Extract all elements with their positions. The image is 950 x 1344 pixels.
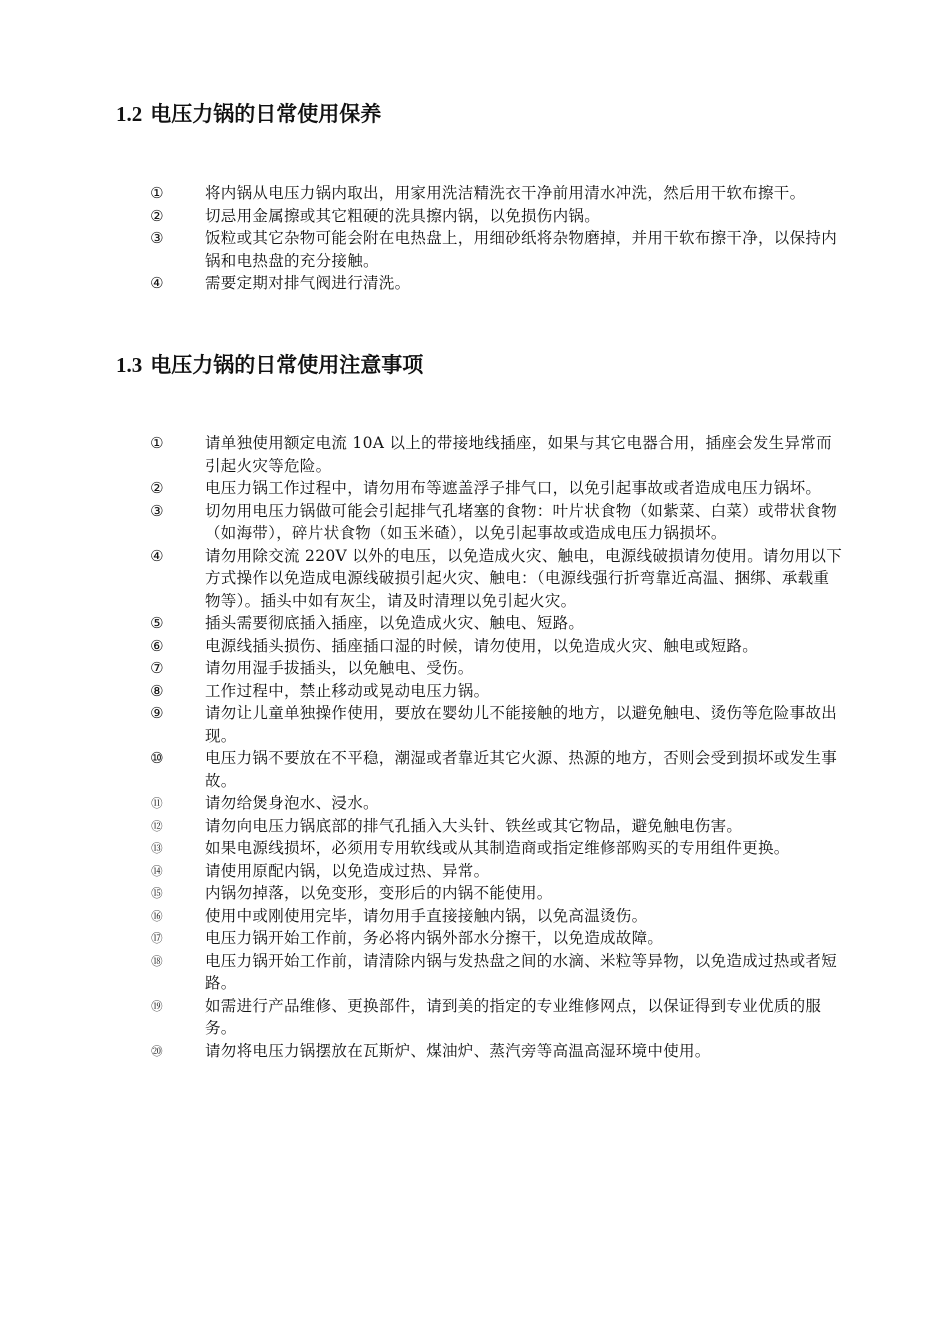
list-item bbox=[0, 182, 845, 205]
item-text: 请勿让儿童单独操作使用，要放在婴幼儿不能接触的地方，以避免触电、烫伤等危险事故出现。 bbox=[205, 704, 838, 745]
item-text: 请勿用湿手拔插头，以免触电、受伤。 bbox=[205, 659, 474, 677]
item-marker: ⑮ bbox=[151, 886, 163, 900]
item-marker: ⑪ bbox=[151, 796, 163, 810]
item-text: 使用中或刚使用完毕，请勿用手直接接触内锅，以免高温烫伤。 bbox=[205, 906, 648, 925]
item-marker: ⑧ bbox=[150, 681, 164, 700]
item-text: 电压力锅开始工作前，务必将内锅外部水分擦干，以免造成故障。 bbox=[205, 929, 664, 947]
list-item bbox=[0, 432, 845, 477]
list-item bbox=[0, 1040, 845, 1063]
item-marker: ③ bbox=[150, 501, 164, 520]
list-item bbox=[0, 860, 845, 883]
maintenance-list bbox=[0, 182, 950, 295]
item-text: 切勿用电压力锅做可能会引起排气孔堵塞的食物：叶片状食物（如紫菜、白菜）或带状食物（如海带），碎片状食物（如玉米碴），以免引起事故或造成电压力锅损坏。 bbox=[205, 501, 838, 542]
item-text: 如果电源线损坏，必须用专用软线或从其制造商或指定维修部购买的专用组件更换。 bbox=[205, 839, 790, 857]
list-item bbox=[0, 680, 845, 703]
item-marker: ⑨ bbox=[150, 704, 164, 722]
item-text: 将内锅从电压力锅内取出，用家用洗洁精洗衣干净前用清水冲洗，然后用干软布擦干。 bbox=[205, 184, 806, 202]
item-marker: ⑫ bbox=[151, 818, 163, 833]
list-item bbox=[0, 545, 845, 613]
list-item bbox=[0, 635, 845, 658]
list-item bbox=[0, 612, 845, 635]
section-heading-1-3 bbox=[116, 351, 423, 379]
item-marker: ⑦ bbox=[150, 659, 164, 677]
item-marker: ⑩ bbox=[150, 749, 164, 767]
item-text: 请勿用除交流 220V 以外的电压，以免造成火灾、触电，电源线破损请勿使用。请勿用以下方式操作以免造成电源线破损引起火灾、触电：（电源线强行折弯靠近高温、捆绑、承载重物等）。插头中如有灰尘，请及时清理以免引起火灾。 bbox=[205, 546, 843, 610]
item-text: 需要定期对排气阀进行清洗。 bbox=[205, 274, 411, 292]
item-marker: ⑥ bbox=[150, 636, 164, 655]
list-item bbox=[0, 792, 845, 815]
item-text: 电压力锅工作过程中，请勿用布等遮盖浮子排气口，以免引起事故或者造成电压力锅坏。 bbox=[205, 479, 822, 497]
list-item bbox=[0, 227, 845, 272]
item-text: 请勿给煲身泡水、浸水。 bbox=[205, 794, 379, 812]
item-marker: ⑲ bbox=[151, 998, 163, 1013]
item-text: 请勿向电压力锅底部的排气孔插入大头针、铁丝或其它物品，避免触电伤害。 bbox=[205, 816, 743, 835]
item-marker: ⑳ bbox=[151, 1043, 163, 1058]
list-item bbox=[0, 815, 845, 838]
item-marker: ② bbox=[150, 206, 164, 225]
item-marker: ⑰ bbox=[151, 931, 163, 945]
section-title: 电压力锅的日常使用保养 bbox=[150, 102, 382, 126]
list-item bbox=[0, 477, 845, 500]
item-marker: ⑭ bbox=[151, 863, 163, 878]
item-marker: ① bbox=[150, 434, 164, 452]
item-text: 饭粒或其它杂物可能会附在电热盘上，用细砂纸将杂物磨掉，并用干软布擦干净，以保持内锅和电热盘的充分接触。 bbox=[205, 229, 838, 270]
list-item bbox=[0, 702, 845, 747]
item-marker: ⑤ bbox=[150, 614, 164, 632]
item-marker: ③ bbox=[150, 229, 164, 247]
item-marker: ⑬ bbox=[151, 841, 163, 855]
list-item bbox=[0, 205, 845, 228]
item-text: 切忌用金属擦或其它粗硬的洗具擦内锅，以免损伤内锅。 bbox=[205, 206, 601, 225]
list-item bbox=[0, 657, 845, 680]
item-marker: ① bbox=[150, 184, 164, 202]
item-marker: ② bbox=[150, 479, 164, 497]
item-marker: ⑯ bbox=[151, 908, 163, 923]
list-item bbox=[0, 927, 845, 950]
item-marker: ④ bbox=[150, 546, 164, 565]
item-marker: ④ bbox=[150, 274, 164, 292]
item-text: 插头需要彻底插入插座，以免造成火灾、触电、短路。 bbox=[205, 614, 585, 632]
item-text: 请单独使用额定电流 10A 以上的带接地线插座，如果与其它电器合用，插座会发生异常而引起火灾等危险。 bbox=[205, 434, 832, 475]
list-item bbox=[0, 905, 845, 928]
section-title: 电压力锅的日常使用注意事项 bbox=[150, 353, 424, 377]
item-text: 电压力锅不要放在不平稳，潮湿或者靠近其它火源、热源的地方，否则会受到损坏或发生事故。 bbox=[205, 749, 838, 790]
item-text: 内锅勿掉落，以免变形，变形后的内锅不能使用。 bbox=[205, 884, 553, 902]
item-marker: ⑱ bbox=[151, 953, 163, 968]
item-text: 如需进行产品维修、更换部件，请到美的指定的专业维修网点，以保证得到专业优质的服务。 bbox=[205, 996, 822, 1037]
item-text: 请勿将电压力锅摆放在瓦斯炉、煤油炉、蒸汽旁等高温高湿环境中使用。 bbox=[205, 1041, 711, 1060]
list-item bbox=[0, 272, 845, 295]
list-item bbox=[0, 747, 845, 792]
item-text: 请使用原配内锅，以免造成过热、异常。 bbox=[205, 861, 490, 880]
list-item bbox=[0, 995, 845, 1040]
section-heading-1-2 bbox=[116, 100, 381, 128]
list-item bbox=[0, 950, 845, 995]
section-number: 1.2 bbox=[116, 102, 143, 126]
item-text: 工作过程中，禁止移动或晃动电压力锅。 bbox=[205, 681, 490, 700]
list-item bbox=[0, 882, 845, 905]
item-text: 电源线插头损伤、插座插口湿的时候，请勿使用，以免造成火灾、触电或短路。 bbox=[205, 636, 759, 655]
section-number: 1.3 bbox=[116, 353, 143, 377]
precautions-list bbox=[0, 432, 950, 1062]
list-item bbox=[0, 500, 845, 545]
item-text: 电压力锅开始工作前，请清除内锅与发热盘之间的水滴、米粒等异物，以免造成过热或者短路。 bbox=[205, 951, 838, 992]
list-item bbox=[0, 837, 845, 860]
